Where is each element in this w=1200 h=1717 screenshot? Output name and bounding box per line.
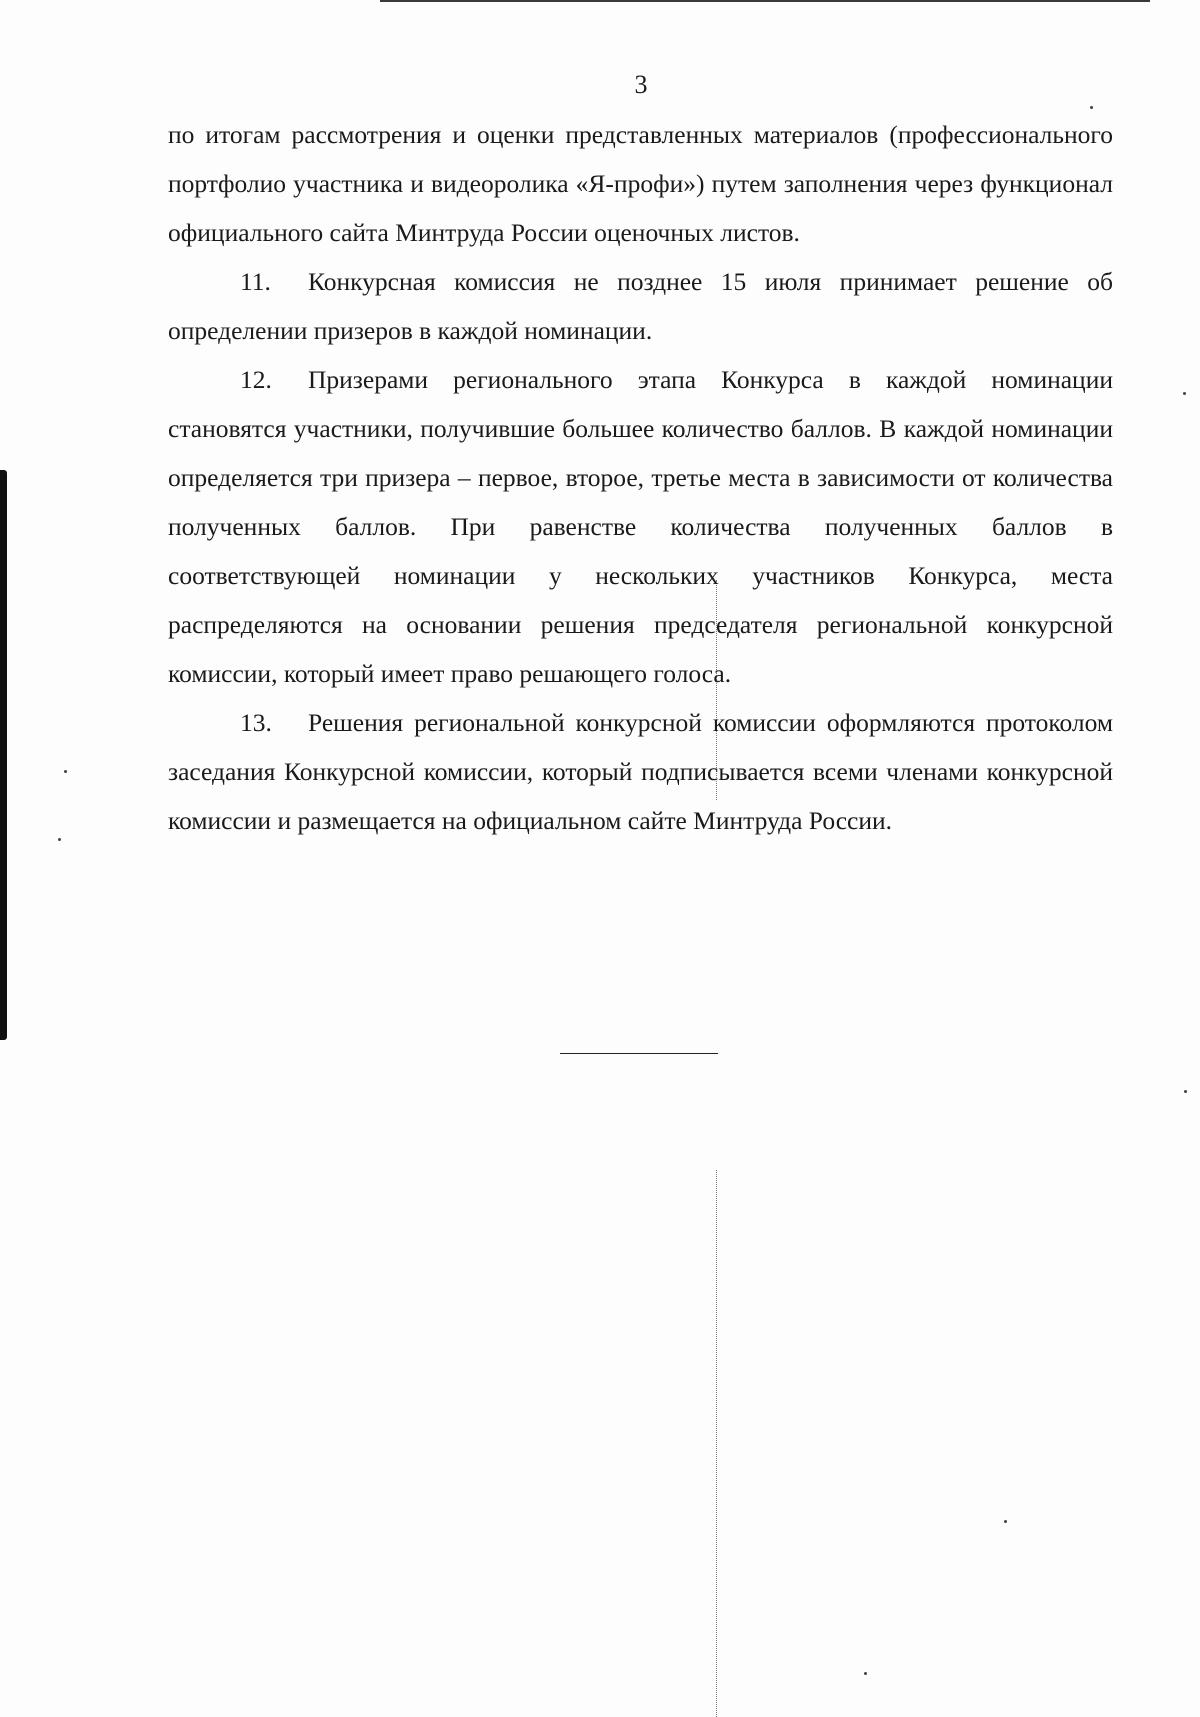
scan-speck [1183, 392, 1186, 395]
scan-speck [1184, 1090, 1187, 1093]
scan-speck [1004, 1520, 1007, 1523]
paragraph-text: Конкурсная комиссия не позднее 15 июля принимает решение об определении призеров в каждой номинации. [168, 267, 1113, 345]
document-body [168, 110, 1113, 845]
paragraph-text: Призерами регионального этапа Конкурса в каждой номинации становятся участники, получившие большее количество баллов. В каждой номинации определяется три призера – первое, второе, третье места в зависимости от количества полученных баллов. При равенстве количества полученных баллов в соответствующей номинации у нескольких участников Конкурса, места распределяются на основании решения председателя региональной конкурсной комиссии, который имеет право решающего голоса. [168, 365, 1113, 688]
page-number: 3 [634, 70, 648, 99]
paragraph-13 [168, 698, 1113, 845]
paragraph-text: по итогам рассмотрения и оценки представленных материалов (профессионального портфолио участника и видеоролика «Я-профи») путем заполнения через функционал официального сайта Минтруда России оценочных листов. [168, 120, 1113, 247]
paragraph-text: Решения региональной конкурсной комиссии оформляются протоколом заседания Конкурсной комиссии, который подписывается всеми членами конкурсной комиссии и размещается на официальном сайте Минтруда России. [168, 708, 1113, 835]
scan-speck [64, 770, 67, 773]
scan-left-edge-shadow [0, 470, 7, 1040]
end-of-text-rule [560, 1053, 718, 1054]
scan-top-edge [380, 0, 1150, 2]
scan-speck [58, 838, 61, 841]
paragraph-11 [168, 257, 1113, 355]
scan-speck [864, 1672, 867, 1675]
paragraph-continuation [168, 110, 1113, 257]
paragraph-number: 11. [240, 267, 271, 296]
paragraph-number: 13. [240, 708, 272, 737]
paragraph-number: 12. [240, 365, 272, 394]
scan-fold-line [716, 1170, 718, 1717]
paragraph-12 [168, 355, 1113, 698]
scan-speck [1090, 106, 1093, 109]
